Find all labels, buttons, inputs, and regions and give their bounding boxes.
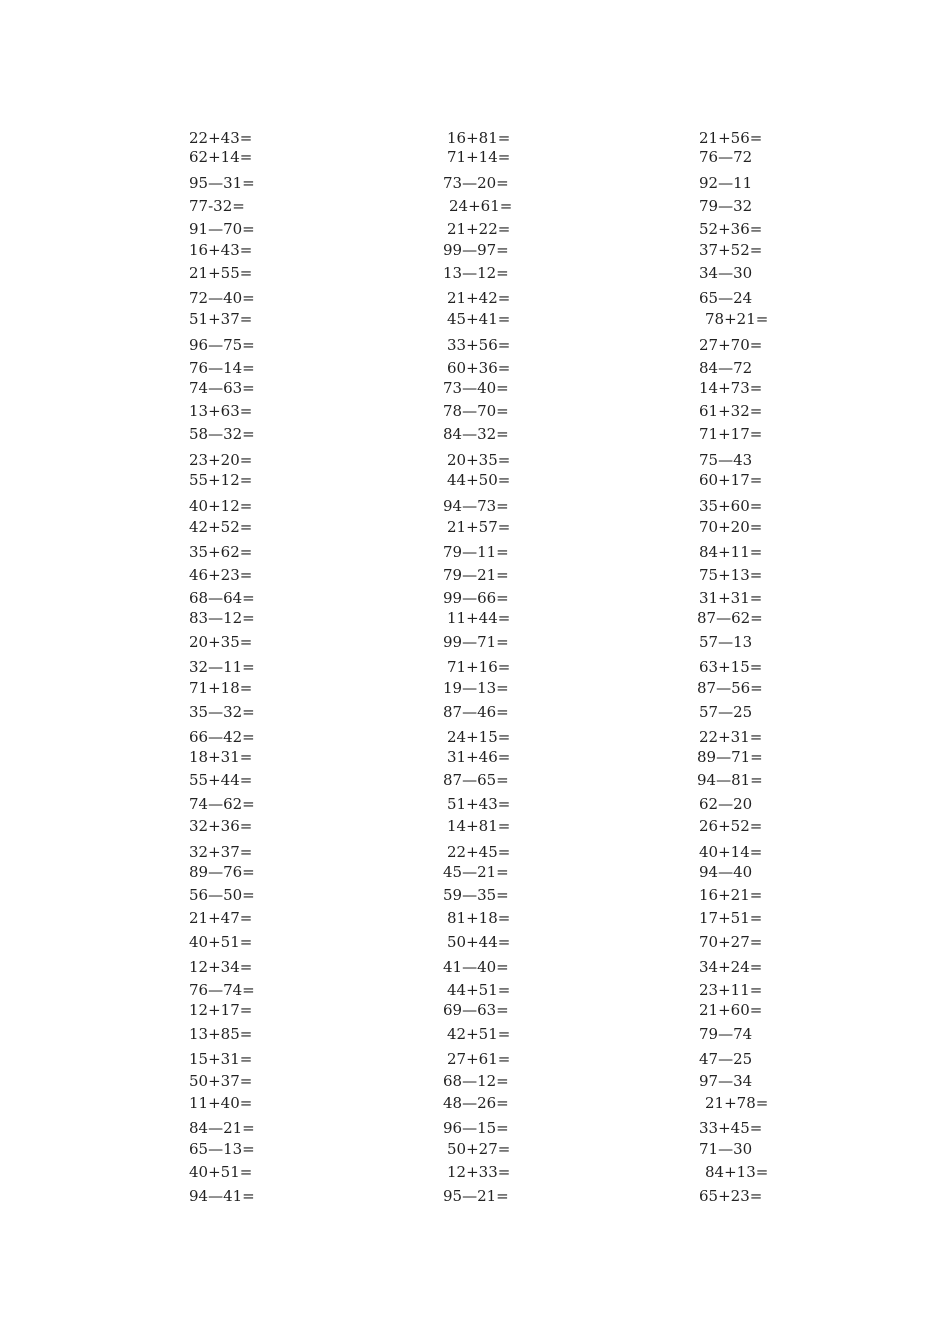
problem-middle-27: 24+15=: [447, 728, 511, 746]
problem-left-4: 77-32=: [189, 197, 245, 215]
problem-right-36: 70+27=: [699, 933, 763, 951]
problem-left-1: 22+43=: [189, 129, 253, 147]
problem-left-23: 20+35=: [189, 633, 253, 651]
problem-left-15: 23+20=: [189, 451, 253, 469]
problem-left-18: 42+52=: [189, 518, 253, 536]
problem-left-32: 32+37=: [189, 843, 253, 861]
problem-left-46: 40+51=: [189, 1163, 253, 1181]
problem-right-14: 71+17=: [699, 425, 763, 443]
problem-right-44: 33+45=: [699, 1119, 763, 1137]
problem-left-27: 66—42=: [189, 728, 255, 746]
problem-right-18: 70+20=: [699, 518, 763, 536]
problem-right-37: 34+24=: [699, 958, 763, 976]
problem-right-33: 94—40: [699, 863, 753, 881]
problem-left-28: 18+31=: [189, 748, 253, 766]
problem-middle-13: 78—70=: [443, 402, 509, 420]
problem-right-47: 65+23=: [699, 1187, 763, 1205]
problem-middle-24: 71+16=: [447, 658, 511, 676]
problem-right-38: 23+11=: [699, 981, 763, 999]
problem-right-3: 92—11: [699, 174, 753, 192]
problem-middle-19: 79—11=: [443, 543, 509, 561]
problem-middle-20: 79—21=: [443, 566, 509, 584]
problem-left-13: 13+63=: [189, 402, 253, 420]
problem-middle-34: 59—35=: [443, 886, 509, 904]
problem-left-8: 72—40=: [189, 289, 255, 307]
problem-right-29: 94—81=: [697, 771, 763, 789]
problem-middle-17: 94—73=: [443, 497, 509, 515]
problem-left-26: 35—32=: [189, 703, 255, 721]
problem-right-45: 71—30: [699, 1140, 753, 1158]
problem-middle-33: 45—21=: [443, 863, 509, 881]
problem-right-39: 21+60=: [699, 1001, 763, 1019]
problem-middle-5: 21+22=: [447, 220, 511, 238]
problem-middle-37: 41—40=: [443, 958, 509, 976]
problem-left-45: 65—13=: [189, 1140, 255, 1158]
problem-right-1: 21+56=: [699, 129, 763, 147]
problem-right-12: 14+73=: [699, 379, 763, 397]
problem-right-13: 61+32=: [699, 402, 763, 420]
problem-left-31: 32+36=: [189, 817, 253, 835]
problem-right-19: 84+11=: [699, 543, 763, 561]
problem-middle-11: 60+36=: [447, 359, 511, 377]
problem-middle-32: 22+45=: [447, 843, 511, 861]
problem-middle-40: 42+51=: [447, 1025, 511, 1043]
problem-middle-18: 21+57=: [447, 518, 511, 536]
problem-right-31: 26+52=: [699, 817, 763, 835]
problem-middle-43: 48—26=: [443, 1094, 509, 1112]
problem-left-41: 15+31=: [189, 1050, 253, 1068]
problem-right-42: 97—34: [699, 1072, 753, 1090]
problem-left-43: 11+40=: [189, 1094, 253, 1112]
problem-left-39: 12+17=: [189, 1001, 253, 1019]
problem-left-35: 21+47=: [189, 909, 253, 927]
problem-right-9: 78+21=: [705, 310, 769, 328]
problem-right-11: 84—72: [699, 359, 753, 377]
problem-middle-45: 50+27=: [447, 1140, 511, 1158]
problem-left-36: 40+51=: [189, 933, 253, 951]
problem-middle-4: 24+61=: [449, 197, 513, 215]
problem-left-37: 12+34=: [189, 958, 253, 976]
problem-left-38: 76—74=: [189, 981, 255, 999]
problem-middle-26: 87—46=: [443, 703, 509, 721]
problem-right-34: 16+21=: [699, 886, 763, 904]
problem-right-21: 31+31=: [699, 589, 763, 607]
problem-middle-7: 13—12=: [443, 264, 509, 282]
problem-left-25: 71+18=: [189, 679, 253, 697]
problem-right-8: 65—24: [699, 289, 753, 307]
problem-right-35: 17+51=: [699, 909, 763, 927]
problem-left-16: 55+12=: [189, 471, 253, 489]
problem-left-33: 89—76=: [189, 863, 255, 881]
problem-left-3: 95—31=: [189, 174, 255, 192]
problem-middle-14: 84—32=: [443, 425, 509, 443]
problem-right-32: 40+14=: [699, 843, 763, 861]
problem-left-12: 74—63=: [189, 379, 255, 397]
problem-left-10: 96—75=: [189, 336, 255, 354]
problem-middle-44: 96—15=: [443, 1119, 509, 1137]
problem-middle-6: 99—97=: [443, 241, 509, 259]
problem-middle-22: 11+44=: [447, 609, 511, 627]
problem-right-10: 27+70=: [699, 336, 763, 354]
problem-middle-46: 12+33=: [447, 1163, 511, 1181]
problem-middle-29: 87—65=: [443, 771, 509, 789]
problem-right-22: 87—62=: [697, 609, 763, 627]
problem-right-7: 34—30: [699, 264, 753, 282]
problem-left-5: 91—70=: [189, 220, 255, 238]
problem-left-42: 50+37=: [189, 1072, 253, 1090]
problem-right-16: 60+17=: [699, 471, 763, 489]
problem-left-44: 84—21=: [189, 1119, 255, 1137]
problem-middle-16: 44+50=: [447, 471, 511, 489]
problem-right-27: 22+31=: [699, 728, 763, 746]
problem-middle-31: 14+81=: [447, 817, 511, 835]
problem-middle-35: 81+18=: [447, 909, 511, 927]
problem-middle-2: 71+14=: [447, 148, 511, 166]
problem-middle-39: 69—63=: [443, 1001, 509, 1019]
problem-middle-47: 95—21=: [443, 1187, 509, 1205]
problem-left-2: 62+14=: [189, 148, 253, 166]
problem-left-20: 46+23=: [189, 566, 253, 584]
problem-middle-42: 68—12=: [443, 1072, 509, 1090]
problem-middle-12: 73—40=: [443, 379, 509, 397]
problem-left-40: 13+85=: [189, 1025, 253, 1043]
problem-right-20: 75+13=: [699, 566, 763, 584]
problem-right-23: 57—13: [699, 633, 753, 651]
problem-right-25: 87—56=: [697, 679, 763, 697]
problem-left-9: 51+37=: [189, 310, 253, 328]
problem-middle-21: 99—66=: [443, 589, 509, 607]
problem-left-34: 56—50=: [189, 886, 255, 904]
problem-middle-3: 73—20=: [443, 174, 509, 192]
problem-middle-25: 19—13=: [443, 679, 509, 697]
problem-right-6: 37+52=: [699, 241, 763, 259]
problem-left-30: 74—62=: [189, 795, 255, 813]
problem-middle-23: 99—71=: [443, 633, 509, 651]
problem-right-15: 75—43: [699, 451, 753, 469]
problem-right-43: 21+78=: [705, 1094, 769, 1112]
problem-right-2: 76—72: [699, 148, 753, 166]
problem-left-6: 16+43=: [189, 241, 253, 259]
problem-left-24: 32—11=: [189, 658, 255, 676]
problem-left-47: 94—41=: [189, 1187, 255, 1205]
problem-right-24: 63+15=: [699, 658, 763, 676]
problem-middle-30: 51+43=: [447, 795, 511, 813]
problem-middle-36: 50+44=: [447, 933, 511, 951]
problem-middle-15: 20+35=: [447, 451, 511, 469]
problem-right-26: 57—25: [699, 703, 753, 721]
problem-right-28: 89—71=: [697, 748, 763, 766]
problem-right-4: 79—32: [699, 197, 753, 215]
problem-right-17: 35+60=: [699, 497, 763, 515]
problem-left-7: 21+55=: [189, 264, 253, 282]
problem-middle-8: 21+42=: [447, 289, 511, 307]
problem-right-5: 52+36=: [699, 220, 763, 238]
problem-middle-1: 16+81=: [447, 129, 511, 147]
problem-middle-28: 31+46=: [447, 748, 511, 766]
problem-middle-41: 27+61=: [447, 1050, 511, 1068]
problem-right-30: 62—20: [699, 795, 753, 813]
problem-middle-9: 45+41=: [447, 310, 511, 328]
problem-middle-10: 33+56=: [447, 336, 511, 354]
problem-right-40: 79—74: [699, 1025, 753, 1043]
problem-left-17: 40+12=: [189, 497, 253, 515]
problem-left-29: 55+44=: [189, 771, 253, 789]
problem-right-41: 47—25: [699, 1050, 753, 1068]
problem-left-19: 35+62=: [189, 543, 253, 561]
problem-left-22: 83—12=: [189, 609, 255, 627]
problem-middle-38: 44+51=: [447, 981, 511, 999]
problem-left-11: 76—14=: [189, 359, 255, 377]
problem-left-21: 68—64=: [189, 589, 255, 607]
problem-right-46: 84+13=: [705, 1163, 769, 1181]
problem-left-14: 58—32=: [189, 425, 255, 443]
